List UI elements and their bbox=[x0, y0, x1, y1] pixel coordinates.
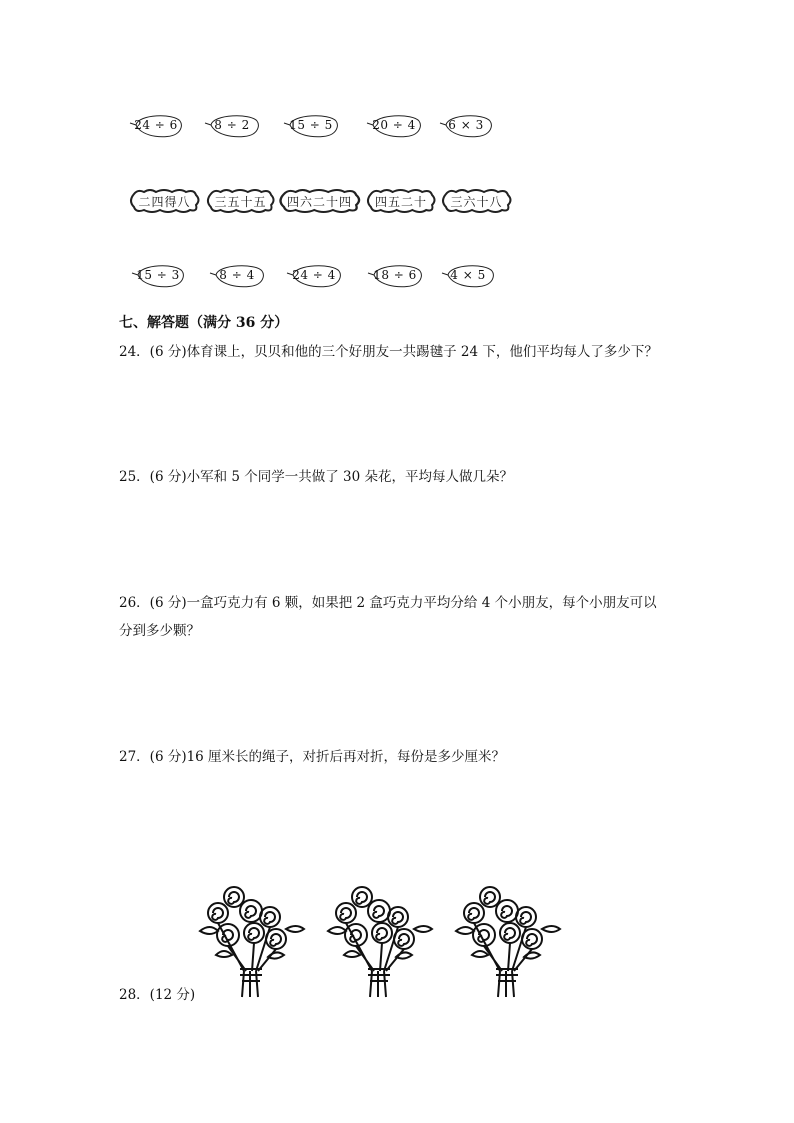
rhyme-text: 三五十五 bbox=[214, 194, 267, 209]
leaf-card bbox=[130, 261, 186, 289]
flower-bouquet-icon bbox=[452, 883, 564, 998]
question-25: 25．(6 分)小军和 5 个同学一共做了 30 朵花，平均每人做几朵？ bbox=[119, 469, 514, 485]
division-expression: 15 ÷ 3 bbox=[136, 268, 180, 282]
leaf-card bbox=[208, 261, 266, 289]
rhyme-text: 四六二十四 bbox=[286, 194, 352, 209]
question-26 bbox=[119, 589, 657, 645]
cloud-card bbox=[128, 188, 201, 214]
division-expression: 24 ÷ 6 bbox=[134, 118, 178, 132]
multiplication-expression: 6 × 3 bbox=[448, 118, 484, 132]
leaf-card bbox=[203, 111, 261, 139]
leaf-card bbox=[440, 261, 496, 289]
leaf-card bbox=[282, 111, 340, 139]
cloud-card bbox=[365, 188, 437, 214]
division-expression: 15 ÷ 5 bbox=[289, 118, 333, 132]
division-expression: 18 ÷ 6 bbox=[373, 268, 417, 282]
multiplication-expression: 4 × 5 bbox=[450, 268, 486, 282]
rhyme-text: 三六十八 bbox=[450, 194, 503, 209]
division-expression: 8 ÷ 4 bbox=[219, 268, 255, 282]
flower-bouquet-icon bbox=[196, 883, 308, 998]
leaf-card bbox=[365, 111, 423, 139]
leaf-card bbox=[128, 111, 184, 139]
rhyme-text: 二四得八 bbox=[138, 194, 191, 209]
cloud-card bbox=[440, 188, 513, 214]
leaf-card bbox=[438, 111, 494, 139]
question-27: 27．(6 分)16 厘米长的绳子，对折后再对折，每份是多少厘米？ bbox=[119, 749, 506, 765]
question-28: 28．(12 分) bbox=[119, 987, 196, 1003]
flower-bouquet-icon bbox=[324, 883, 436, 998]
leaf-card bbox=[285, 261, 343, 289]
cloud-card bbox=[277, 188, 362, 214]
division-expression: 24 ÷ 4 bbox=[292, 268, 336, 282]
question-26-line2: 分到多少颗？ bbox=[119, 623, 200, 639]
division-expression: 20 ÷ 4 bbox=[372, 118, 416, 132]
cloud-card bbox=[205, 188, 276, 214]
division-expression: 8 ÷ 2 bbox=[214, 118, 250, 132]
section-heading: 七、解答题（满分 36 分） bbox=[119, 315, 289, 331]
question-24: 24．(6 分)体育课上，贝贝和他的三个好朋友一共踢毽子 24 下，他们平均每人了多少下？ bbox=[119, 344, 658, 360]
rhyme-text: 四五二十 bbox=[374, 194, 427, 209]
leaf-card bbox=[366, 261, 424, 289]
question-26-line1: 26．(6 分)一盒巧克力有 6 颗，如果把 2 盒巧克力平均分给 4 个小朋友，每个小朋友可以 bbox=[119, 595, 657, 611]
